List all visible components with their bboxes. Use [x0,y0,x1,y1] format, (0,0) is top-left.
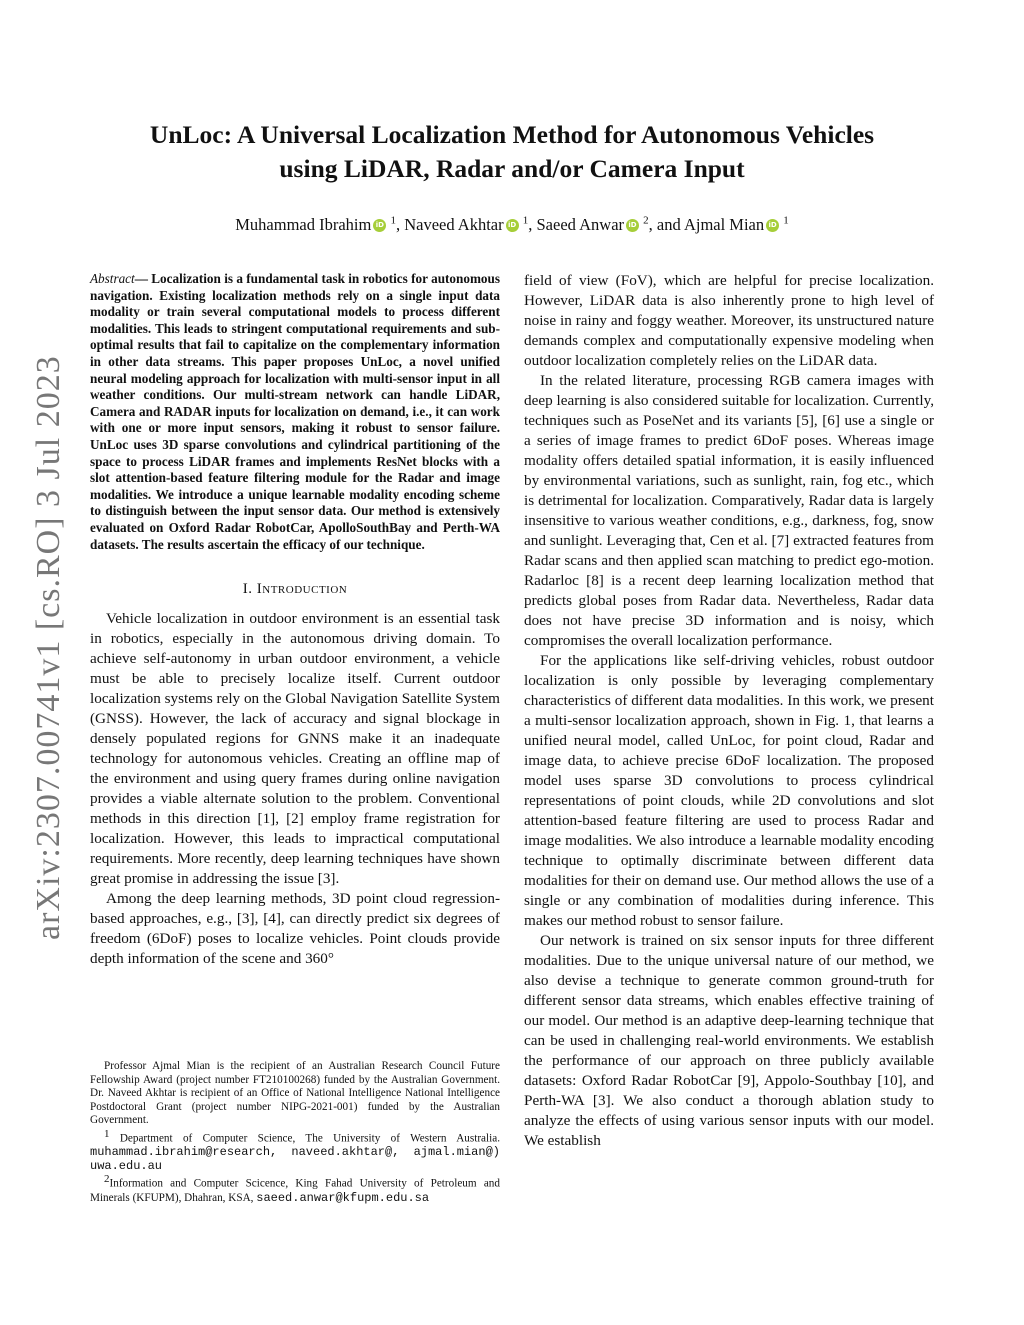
body-paragraph: Our network is trained on six sensor inputs for three different modalities. Due to the unique universal nature of our method, we also devise a technique to generate common ground-truth for different sensor data streams, which enables effective training of our model. Our method is an adaptive deep-learning technique that can be used in challenging real-world environments. We establish the performance of our approach on three publicly available datasets: Oxford Radar RobotCar [9], Appolo-Southbay [10], and Perth-WA [3]. We also conduct a thorough ablation study to analyze the effects of using various sensor inputs with our model. We establish [524,932,934,1149]
right-column [524,271,934,1151]
title-line-2: using LiDAR, Radar and/or Camera Input [279,154,745,183]
footnote-award: Professor Ajmal Mian is the recipient of an Australian Research Council Future Fellowship Award (project number FT210100268) funded by the Australian Government. Dr. Naveed Akhtar is recipient of an Office of National Intelligence National Intelligence Postdoctoral Grant (project number NIPG-2021-001) funded by the Australian Government. [90,1060,500,1127]
footnote-2-email[interactable]: saeed.anwar@kfupm.edu.sa [256,1190,430,1205]
body-paragraph: Among the deep learning methods, 3D point cloud regression-based approaches, e.g., [3], [4], can directly predict six degrees of freedom (6DoF) poses to localize vehicles. Point clouds provide depth information of the scene and 360° [90,890,500,968]
author-1: Muhammad Ibrahim iD $^1$, [235,214,405,234]
author-list [92,209,932,236]
body-paragraph: Vehicle localization in outdoor environment is an essential task in robotics, especially in the autonomous driving domain. To achieve self-autonomy in urban outdoor environment, a vehicle must be able to precisely localize itself. Current outdoor localization systems rely on the Global Navigation Satellite System (GNSS). However, the lack of accuracy and signal blockage in densely populated regions for GNNS make it an inadequate technology for autonomous vehicles. Creating an offline map of the environment and using query frames during online navigation provides a viable alternate solution to the problem. Conventional methods in this direction [1], [2] employ frame registration for localization. However, this leads to impractical computational requirements. More recently, deep learning techniques have shown great promise in addressing the issue [3]. [90,610,500,888]
body-paragraph: For the applications like self-driving vehicles, robust outdoor localization is only possible by leveraging complementary characteristics of different data modalities. In this work, we present a multi-sensor localization approach, shown in Fig. 1, that learns a unified neural model, called UnLoc, for point cloud, Radar and image data, to achieve precise 6DoF localization. The proposed model uses sparse 3D convolutions to process cylindrical representations of point clouds, while 2D convolutions and slot attention-based feature filtering are used to process Radar and image modalities. We also introduce a learnable modality encoding technique to optimally discriminate between different data modalities for their on demand use. Our method allows the use of a single or any combination of modalities during inference. This makes our method robust to sensor failure. [524,652,934,929]
orcid-icon[interactable]: iD [766,219,779,232]
footnote-1: $^1$ Department of Computer Science, The University of Western Australia. muhammad.ibrahim@research, naveed.akhtar@, ajmal.mian@) uwa.edu.au [90,1127,500,1173]
body-paragraph: field of view (FoV), which are helpful for precise localization. However, LiDAR data is also inherently prone to high level of noise in rainy and foggy weather. Moreover, its unstructured nature demands complex and computationally expensive modeling when outdoor localization completely relies on the LiDAR data. [524,272,934,369]
arxiv-stamp[interactable]: arXiv:2307.00741v1 [cs.RO] 3 Jul 2023 [30,355,67,940]
orcid-icon[interactable]: iD [626,219,639,232]
orcid-icon[interactable]: iD [373,219,386,232]
title-line-1: UnLoc: A Universal Localization Method for Autonomous Vehicles [149,120,875,149]
section-heading: I. Introduction [242,581,348,598]
paper-title [92,118,932,186]
author-4: Ajmal Mian iD $^1$ [683,214,789,234]
footnotes [90,1060,500,1205]
footnote-2: $^2$Information and Computer Scicence, King Fahad University of Petroleum and Minerals (KFUPM), Dhahran, KSA, saeed.anwar@kfupm.edu.sa [90,1173,500,1205]
author-3: Saeed Anwar iD $^2$, and [536,214,684,234]
abstract [90,271,500,553]
author-2: Naveed Akhtar iD $^1$, [404,214,537,234]
body-paragraph: In the related literature, processing RGB camera images with deep learning is also considered suitable for localization. Currently, techniques such as PoseNet and its variants [5], [6] use a single or a series of image frames to predict 6DoF poses. Whereas image modality offers detailed spatial information, it is easily influenced by environmental variations, such as sunlight, rain, fog etc., which is detrimental for localization. Comparatively, Radar data is largely insensitive to various weather conditions, e.g., darkness, fog, snow and sunlight. Leveraging that, Cen et al. [7] extracted features from Radar scans and then applied scan matching to predict ego-motion. Radarloc [8] is a recent deep learning localization method that predicts global poses from Radar data. Nevertheless, Radar data does not have precise 3D information and is noisy, which compromises the overall localization performance. [524,372,934,649]
orcid-icon[interactable]: iD [506,219,519,232]
left-column [90,271,500,969]
abstract-text: — Localization is a fundamental task in robotics for autonomous navigation. Existing localization methods rely on a single input data modality or train several computational models to process different modalities. This leads to stringent computational requirements and sub-optimal results that fail to capitalize on the complementary information in other data streams. This paper proposes UnLoc, a novel unified neural modeling approach for localization with multi-sensor input in all weather conditions. Our multi-stream network can handle LiDAR, Camera and RADAR inputs for localization on demand, i.e., it can work with one or more input sensors, making it robust to sensor failure. UnLoc uses 3D sparse convolutions and cylindrical partitioning of the space to process LiDAR frames and implements ResNet blocks with a slot attention-based feature filtering module for the Radar and image modalities. We introduce a unique learnable modality encoding scheme to distinguish between the input sensor data. Our method is extensively evaluated on Oxford Radar RobotCar, ApolloSouthBay and Perth-WA datasets. The results ascertain the efficacy of our technique. [90,271,500,552]
footnote-1-email[interactable]: muhammad.ibrahim@research, naveed.akhtar@, ajmal.mian@) uwa.edu.au [90,1145,500,1173]
abstract-label: Abstract [90,271,135,286]
